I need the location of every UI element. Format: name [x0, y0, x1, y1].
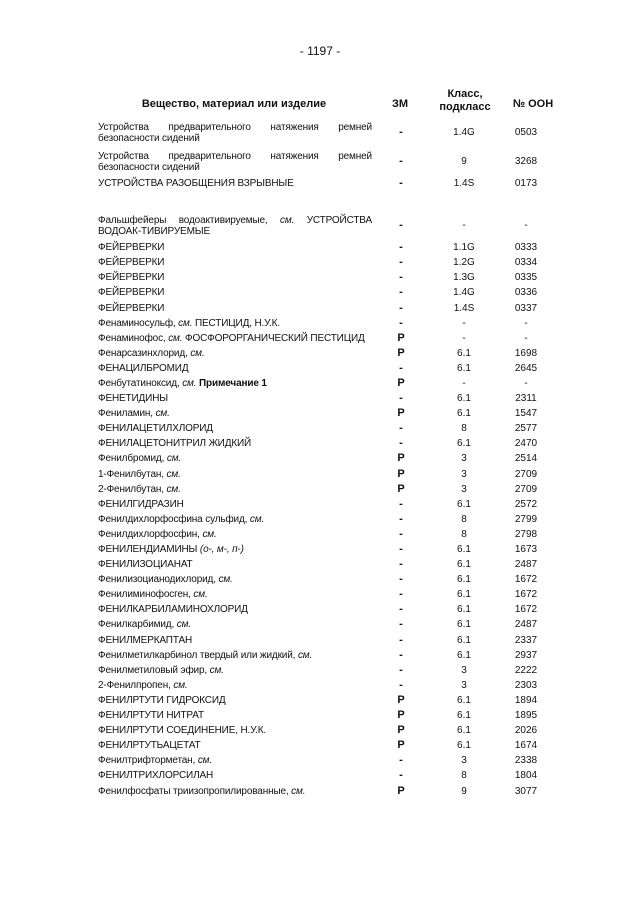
see-reference-marker: см. [168, 332, 183, 344]
substance-name-text: Фенилкарбимид, [98, 619, 175, 631]
substance-name-text: Фениламин, [98, 408, 153, 420]
table-row [98, 497, 554, 512]
class-cell: 9 [461, 785, 467, 797]
zm-cell: - [399, 392, 403, 405]
zm-cell: - [399, 316, 403, 329]
class-cell: 6.1 [457, 740, 471, 752]
un-number-cell: 0173 [514, 178, 538, 190]
table-row [98, 557, 554, 572]
substance-name [98, 255, 372, 270]
class-cell: 6.1 [457, 725, 471, 737]
un-number-cell: 2514 [514, 453, 538, 465]
substance-name [98, 346, 372, 361]
substance-name-text: ФЕНИЛЕНДИАМИНЫ [98, 544, 198, 556]
class-cell: 3 [461, 755, 467, 767]
un-number-cell: 2222 [514, 664, 538, 676]
class-cell: 6.1 [457, 438, 471, 450]
zm-cell: - [399, 155, 403, 167]
substance-name [98, 783, 372, 798]
un-number-cell: - [524, 377, 528, 389]
class-cell: 1.4G [453, 127, 475, 138]
substance-name-text: ФЕНИЛКАРБИЛАМИНОХЛОРИД [98, 604, 248, 616]
substance-name-text: Фенбутатиноксид, [98, 377, 180, 389]
table-row [98, 617, 554, 632]
see-reference-marker: см. [166, 468, 181, 480]
substance-name-text: 2-Фенилбутан, [98, 483, 164, 495]
table-row [98, 738, 554, 753]
substance-name-text: 1-Фенилбутан, [98, 468, 164, 480]
class-cell: 3 [461, 453, 467, 465]
table-row [98, 633, 554, 648]
header-substance: Вещество, материал или изделие [141, 98, 327, 110]
substance-name [98, 147, 372, 176]
un-number-cell: 2645 [514, 362, 538, 374]
substance-name [98, 406, 372, 421]
note-reference: Примечание 1 [199, 377, 267, 389]
see-reference-marker: см. [209, 664, 224, 676]
class-cell: 6.1 [457, 649, 471, 661]
substance-name [98, 436, 372, 451]
un-number-cell: 0333 [514, 242, 538, 254]
zm-cell: - [399, 422, 403, 435]
page-number: - 1197 - [299, 44, 341, 58]
substance-name-text: ФЕНИЛРТУТИ НИТРАТ [98, 710, 204, 722]
spacer-cell [98, 191, 554, 211]
substance-table [98, 118, 554, 799]
un-number-cell: 2572 [514, 498, 538, 510]
substance-name-text: УСТРОЙСТВА РАЗОБЩЕНИЯ ВЗРЫВНЫЕ [98, 178, 294, 190]
zm-cell: - [399, 286, 403, 299]
substance-name-text: ФЕНАЦИЛБРОМИД [98, 362, 189, 374]
zm-cell: - [399, 219, 403, 232]
un-number-cell: - [524, 220, 528, 232]
zm-cell: - [399, 573, 403, 586]
substance-name [98, 497, 372, 512]
substance-name [98, 663, 372, 678]
substance-name-text: ФЕЙЕРВЕРКИ [98, 302, 165, 314]
substance-name-text: ФЕНИЛАЦЕТИЛХЛОРИД [98, 423, 213, 435]
class-cell: 1.3G [453, 272, 475, 284]
see-reference-marker: см. [193, 589, 208, 601]
zm-cell: P [397, 739, 405, 752]
table-row [98, 512, 554, 527]
table-row [98, 768, 554, 783]
substance-name [98, 376, 372, 391]
table-row [98, 783, 554, 798]
table-row [98, 361, 554, 376]
zm-cell: - [399, 633, 403, 646]
table-row [98, 648, 554, 663]
class-cell: - [462, 317, 466, 329]
class-cell: 8 [461, 770, 467, 782]
substance-name-text: Фенаминофос, [98, 332, 166, 344]
zm-cell: - [399, 754, 403, 767]
substance-name-text: Фенилдихлорфосфина сульфид, [98, 513, 248, 525]
see-reference-marker: см. [166, 483, 181, 495]
class-cell: 6.1 [457, 408, 471, 420]
zm-cell: P [397, 709, 405, 722]
un-number-cell: 1673 [514, 544, 538, 556]
substance-name [98, 391, 372, 406]
un-number-cell: 0334 [514, 257, 538, 269]
see-reference-marker: см. [176, 619, 191, 631]
header-un-number: № ООН [512, 98, 554, 110]
zm-cell: - [399, 512, 403, 525]
substance-name-text: 2-Фенилпропен, [98, 679, 171, 691]
table-row [98, 542, 554, 557]
zm-cell: P [397, 331, 405, 344]
zm-cell: - [399, 663, 403, 676]
table-row [98, 406, 554, 421]
un-number-cell: 2311 [515, 393, 537, 405]
zm-cell: - [399, 618, 403, 631]
table-row [98, 240, 554, 255]
zm-cell: - [399, 588, 403, 601]
substance-name-text: ФЕНИЛГИДРАЗИН [98, 498, 184, 510]
substance-name-text: Устройства предварительного натяжения ремней безопасности сидений [98, 150, 372, 173]
substance-name-text: ФЕЙЕРВЕРКИ [98, 272, 165, 284]
see-reference-marker: см. [297, 649, 313, 661]
substance-name [98, 270, 372, 285]
substance-name [98, 768, 372, 783]
table-row [98, 331, 554, 346]
un-number-cell: 2798 [514, 528, 538, 540]
zm-cell: - [399, 558, 403, 571]
reference-target: ФОСФОРОРГАНИЧЕСКИЙ ПЕСТИЦИД [185, 332, 365, 344]
table-row [98, 572, 554, 587]
class-cell: 8 [461, 423, 467, 435]
zm-cell: P [397, 467, 405, 480]
table-row [98, 176, 554, 191]
table-body [98, 118, 554, 799]
substance-name-text: Фенаминосульф, [98, 317, 176, 329]
class-cell: - [462, 377, 466, 389]
class-cell: 3 [461, 664, 467, 676]
table-row [98, 693, 554, 708]
substance-name [98, 527, 372, 542]
class-cell: 6.1 [457, 544, 471, 556]
see-reference-marker: см. [249, 513, 265, 525]
substance-name [98, 693, 372, 708]
table-row [98, 723, 554, 738]
un-number-cell: 2337 [514, 634, 538, 646]
table-row [98, 753, 554, 768]
substance-name [98, 240, 372, 255]
substance-name [98, 482, 372, 497]
table-row [98, 678, 554, 693]
substance-name-text: Устройства предварительного натяжения ремней безопасности сидений [98, 121, 372, 144]
zm-cell: - [399, 603, 403, 616]
un-number-cell: 2709 [514, 483, 538, 495]
table-row [98, 211, 554, 240]
substance-name-text: Фенилметилкарбинол твердый или жидкий, [98, 649, 296, 661]
zm-cell: - [399, 543, 403, 556]
substance-name-text: Фальшфейеры водоактивируемые, [98, 214, 268, 226]
substance-name-text: ФЕНИЛРТУТЬАЦЕТАТ [98, 740, 201, 752]
un-number-cell: 2303 [514, 679, 538, 691]
substance-name [98, 316, 372, 331]
substance-name [98, 451, 372, 466]
substance-name [98, 421, 372, 436]
un-number-cell: - [524, 332, 528, 344]
un-number-cell: 1895 [514, 710, 538, 722]
substance-name-text: Фенилметиловый эфир, [98, 664, 208, 676]
reference-target: УСТРОЙСТВА ВОДОАК-ТИВИРУЕМЫЕ [98, 214, 372, 237]
substance-name [98, 587, 372, 602]
class-cell: 3 [461, 483, 467, 495]
see-reference-marker: см. [197, 755, 212, 767]
zm-cell: P [397, 346, 405, 359]
substance-name-text: ФЕНИЛАЦЕТОНИТРИЛ ЖИДКИЙ [98, 438, 252, 450]
table-row [98, 587, 554, 602]
class-cell: 6.1 [457, 393, 471, 405]
class-cell: - [462, 220, 466, 232]
un-number-cell: 2338 [514, 755, 538, 767]
un-number-cell: 2470 [514, 438, 538, 450]
table-row [98, 118, 554, 147]
table-spacer [98, 191, 554, 211]
substance-name-text: ФЕНИЛРТУТИ СОЕДИНЕНИЕ, Н.У.К. [98, 725, 266, 737]
zm-cell: - [399, 256, 403, 269]
class-cell: 1.4G [453, 287, 475, 299]
substance-name-text: Фенилбромид, [98, 453, 165, 465]
table-header [0, 86, 640, 120]
substance-name [98, 617, 372, 632]
class-cell: 1.4S [453, 302, 475, 314]
un-number-cell: 2937 [514, 649, 538, 661]
substance-name-text: ФЕЙЕРВЕРКИ [98, 287, 165, 299]
header-class-line1: Класс, [447, 88, 483, 100]
substance-name [98, 467, 372, 482]
un-number-cell: 2799 [514, 513, 538, 525]
see-reference-marker: см. [190, 347, 205, 359]
class-cell: 6.1 [457, 347, 471, 359]
zm-cell: P [397, 452, 405, 465]
see-reference-marker: см. [202, 528, 217, 540]
table-row [98, 482, 554, 497]
table-row [98, 300, 554, 315]
zm-cell: - [399, 497, 403, 510]
table-row [98, 527, 554, 542]
zm-cell: P [397, 724, 405, 737]
substance-name-text: Фенилиминофосген, [98, 589, 191, 601]
class-cell: 6.1 [457, 694, 471, 706]
un-number-cell: 0335 [514, 272, 538, 284]
substance-name [98, 572, 372, 587]
un-number-cell: 2709 [514, 468, 538, 480]
un-number-cell: 1547 [514, 408, 538, 420]
substance-name [98, 118, 372, 147]
un-number-cell: 2577 [514, 423, 538, 435]
substance-name [98, 211, 372, 240]
see-reference-marker: см. [166, 453, 182, 465]
table-row [98, 147, 554, 176]
zm-cell: - [399, 301, 403, 314]
reference-target: ПЕСТИЦИД, Н.У.К. [195, 317, 280, 329]
substance-name-text: Фенилизоцианодихлорид, [98, 574, 216, 586]
substance-name-text: Фенилфосфаты триизопропилированные, [98, 785, 289, 797]
zm-cell: P [397, 482, 405, 495]
un-number-cell: 2487 [514, 559, 538, 571]
zm-cell: P [397, 407, 405, 420]
zm-cell: - [399, 678, 403, 691]
substance-name-text: Фенилтрифторметан, [98, 755, 196, 767]
header-class-line2: подкласс [439, 101, 491, 113]
un-number-cell: 1698 [514, 347, 538, 359]
class-cell: 1.2G [453, 257, 475, 269]
substance-name-text: ФЕНИЛМЕРКАПТАН [98, 634, 193, 646]
substance-name [98, 723, 372, 738]
zm-cell: - [399, 177, 403, 190]
table-row [98, 346, 554, 361]
substance-name-text: ФЕЙЕРВЕРКИ [98, 257, 165, 269]
table-row [98, 708, 554, 723]
see-reference-marker: см. [182, 377, 197, 389]
un-number-cell: 0336 [514, 287, 538, 299]
zm-cell: - [399, 648, 403, 661]
zm-cell: - [399, 271, 403, 284]
zm-cell: - [399, 241, 403, 254]
substance-name [98, 331, 372, 346]
table-row [98, 376, 554, 391]
un-number-cell: 3268 [514, 156, 538, 167]
table-row [98, 602, 554, 617]
substance-name [98, 738, 372, 753]
table-row [98, 285, 554, 300]
class-cell: - [462, 332, 466, 344]
un-number-cell: 1672 [514, 589, 538, 601]
un-number-cell: 0337 [514, 302, 538, 314]
zm-cell: P [397, 693, 405, 706]
substance-name-text: ФЕНЕТИДИНЫ [98, 393, 168, 405]
class-cell: 1.4S [453, 178, 475, 190]
class-cell: 3 [461, 679, 467, 691]
header-zm: ЗМ [391, 98, 409, 110]
un-number-cell: 2487 [514, 619, 538, 631]
substance-name [98, 708, 372, 723]
un-number-cell: 1804 [514, 770, 538, 782]
isomer-note: (о-, м-, п-) [199, 544, 244, 556]
zm-cell: - [399, 769, 403, 782]
substance-name-text: Фенилдихлорфосфин, [98, 528, 200, 540]
table-row [98, 467, 554, 482]
un-number-cell: 0503 [514, 127, 538, 138]
class-cell: 6.1 [457, 559, 471, 571]
table-row [98, 421, 554, 436]
see-reference-marker: см. [291, 785, 306, 797]
un-number-cell: 1894 [514, 694, 538, 706]
substance-name [98, 648, 372, 663]
zm-cell: - [399, 126, 403, 138]
substance-name [98, 602, 372, 617]
substance-name [98, 512, 372, 527]
class-cell: 1.1G [453, 242, 475, 254]
class-cell: 3 [461, 468, 467, 480]
zm-cell: - [399, 361, 403, 374]
zm-cell: P [397, 784, 405, 797]
table-row [98, 255, 554, 270]
header-class [433, 88, 497, 114]
substance-name [98, 633, 372, 648]
un-number-cell: - [524, 317, 528, 329]
class-cell: 6.1 [457, 710, 471, 722]
substance-name [98, 361, 372, 376]
class-cell: 6.1 [457, 589, 471, 601]
un-number-cell: 1674 [514, 740, 538, 752]
class-cell: 8 [461, 528, 467, 540]
substance-name [98, 678, 372, 693]
class-cell: 8 [461, 513, 467, 525]
substance-name-text: ФЕНИЛИЗОЦИАНАТ [98, 559, 193, 571]
zm-cell: - [399, 437, 403, 450]
class-cell: 6.1 [457, 619, 471, 631]
substance-name [98, 542, 372, 557]
table-row [98, 391, 554, 406]
un-number-cell: 1672 [514, 574, 538, 586]
class-cell: 6.1 [457, 362, 471, 374]
substance-name-text: ФЕЙЕРВЕРКИ [98, 242, 165, 254]
table-row [98, 270, 554, 285]
un-number-cell: 3077 [514, 785, 538, 797]
table-row [98, 663, 554, 678]
substance-name [98, 557, 372, 572]
see-reference-marker: см. [178, 317, 193, 329]
substance-name [98, 300, 372, 315]
substance-name [98, 176, 372, 191]
zm-cell: P [397, 376, 405, 389]
see-reference-marker: см. [155, 408, 170, 420]
substance-name-text: ФЕНИЛТРИХЛОРСИЛАН [98, 770, 214, 782]
un-number-cell: 2026 [514, 725, 538, 737]
table-row [98, 451, 554, 466]
substance-name [98, 753, 372, 768]
see-reference-marker: см. [280, 214, 295, 226]
table-row [98, 436, 554, 451]
table-row [98, 316, 554, 331]
class-cell: 9 [461, 156, 467, 167]
zm-cell: - [399, 527, 403, 540]
class-cell: 6.1 [457, 634, 471, 646]
substance-name-text: Фенарсазинхлорид, [98, 347, 188, 359]
class-cell: 6.1 [457, 498, 471, 510]
class-cell: 6.1 [457, 604, 471, 616]
substance-name-text: ФЕНИЛРТУТИ ГИДРОКСИД [98, 694, 226, 706]
see-reference-marker: см. [173, 679, 188, 691]
class-cell: 6.1 [457, 574, 471, 586]
see-reference-marker: см. [218, 574, 233, 586]
substance-name [98, 285, 372, 300]
un-number-cell: 1672 [514, 604, 538, 616]
